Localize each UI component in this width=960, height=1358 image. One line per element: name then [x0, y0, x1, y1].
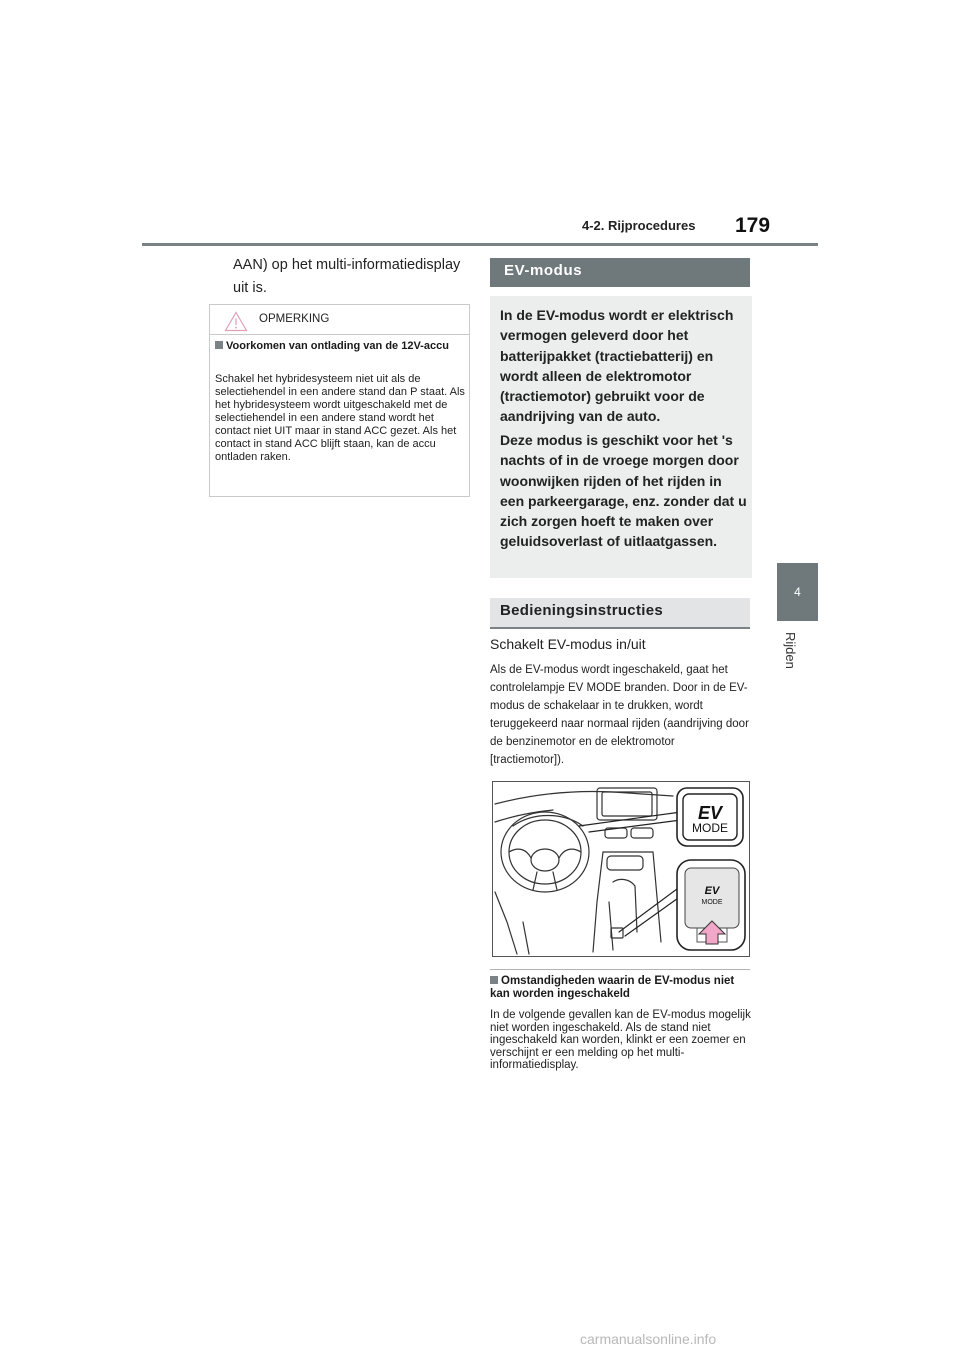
conditions-rule — [490, 969, 750, 970]
square-bullet-icon — [490, 976, 498, 984]
note-body: Schakel het hybridesysteem niet uit als de selectiehendel in een andere stand dan P staat. Als het hybridesysteem wordt uitgeschakeld met de selectiehendel in een andere stand wordt het contact niet UIT maar in stand ACC gezet. Als het contact in stand ACC blijft staan, kan de accu ontladen raken. — [215, 373, 465, 463]
note-bullet-text: Voorkomen van ontlading van de 12V-accu — [226, 340, 449, 352]
warning-icon — [224, 311, 248, 332]
header-rule — [142, 243, 818, 246]
chapter-label: Rijden — [783, 632, 798, 669]
dashboard-illustration — [492, 781, 750, 957]
ev-modus-heading-bar — [490, 258, 750, 287]
page-number: 179 — [735, 214, 771, 237]
intro-paragraph-2: Deze modus is geschikt voor het 's nachts of in de vroege morgen door woonwijken rijden of het rijden in een parkeergarage, enz. zonder dat u zich zorgen hoeft te maken over geluidsoverlast of uitlaatgassen. — [500, 432, 747, 550]
note-header — [210, 305, 469, 335]
note-title: OPMERKING — [259, 313, 330, 325]
continued-text: AAN) op het multi-informatiedisplay uit is. — [233, 257, 461, 296]
mode-small-label: MODE — [701, 899, 723, 906]
chapter-number: 4 — [794, 585, 801, 599]
ev-modus-heading: EV-modus — [504, 262, 583, 279]
footer-watermark: carmanualsonline.info — [580, 1331, 717, 1347]
note-bullet-heading — [215, 340, 463, 353]
conditions-text: In de volgende gevallen kan de EV-modus mogelijk niet worden ingeschakeld. Als de stand niet ingeschakeld kan worden, klinkt er een zoemer en verschijnt er een melding op het multi-informatiedisplay. — [490, 1009, 751, 1072]
mode-big-label: MODE — [692, 821, 728, 835]
instructions-heading-bar — [490, 598, 750, 629]
switch-description: Als de EV-modus wordt ingeschakeld, gaat het controlelampje EV MODE branden. Door in de EV-modus de schakelaar in te drukken, wordt teruggekeerd naar normaal rijden (aandrijving door de benzinemotor en de elektromotor [tractiemotor]). — [490, 664, 749, 766]
conditions-heading — [490, 975, 748, 1001]
ev-big-label: EV — [697, 803, 723, 823]
section-title: 4-2. Rijprocedures — [582, 218, 696, 233]
ev-small-label: EV — [704, 885, 720, 897]
conditions-heading-text: Omstandigheden waarin de EV-modus niet kan worden ingeschakeld — [490, 975, 735, 1000]
intro-box — [490, 296, 752, 578]
chapter-tab — [777, 563, 818, 621]
intro-paragraph-1: In de EV-modus wordt er elektrisch vermogen geleverd door het batterijpakket (tractiebatterij) en wordt alleen de elektromotor (tractiemotor) gebruikt voor de aandrijving van de auto. — [500, 307, 734, 425]
dashboard-drawing — [493, 782, 749, 956]
switch-label: Schakelt EV-modus in/uit — [490, 636, 646, 652]
note-box — [209, 304, 470, 497]
square-bullet-icon — [215, 341, 223, 349]
instructions-heading: Bedieningsinstructies — [500, 602, 664, 619]
